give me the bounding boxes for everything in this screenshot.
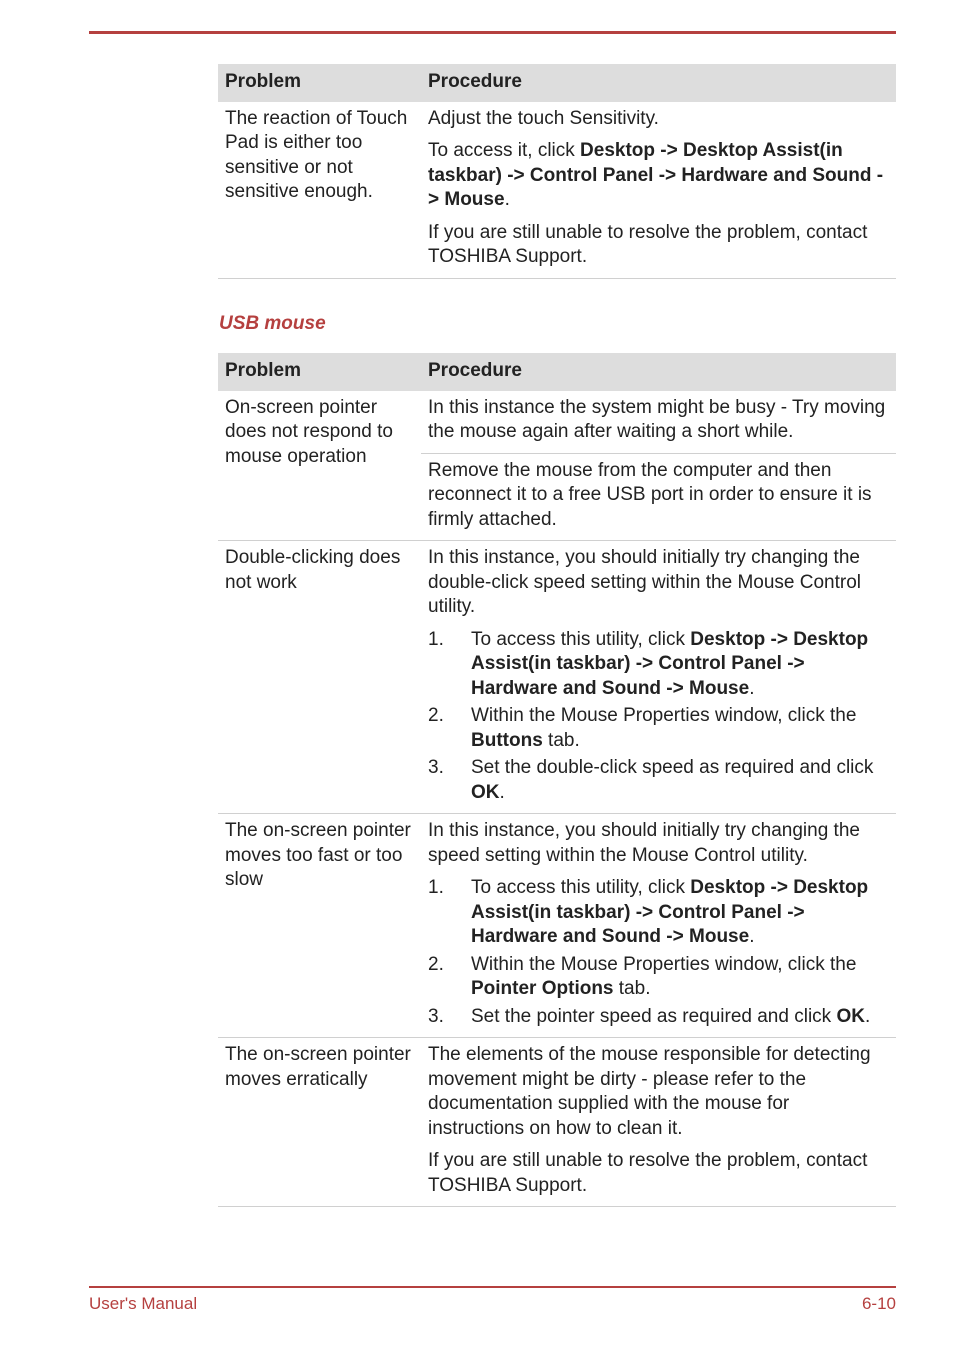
table-header-row [218,64,896,102]
column-header-procedure: Procedure [421,353,896,391]
footer-page-number: 6-10 [861,1294,896,1313]
list-item: 1. To access this utility, click Desktop -> Desktop Assist(in taskbar) -> Control Panel -> Hardware and Sound -> Mouse. [428,628,869,699]
list-item: 3. Set the pointer speed as required and click OK. [428,1005,871,1027]
footer-rule [89,1286,896,1288]
footer-manual-title: User's Manual [89,1294,198,1313]
steps-list [428,628,889,806]
table-row [218,814,896,1038]
column-header-procedure: Procedure [421,64,896,102]
table-header-row [218,353,896,391]
list-item: 2. Within the Mouse Properties window, click the Pointer Options tab. [428,953,857,999]
procedure-paragraph: Adjust the touch Sensitivity. [428,107,659,129]
procedure-paragraph: If you are still unable to resolve the problem, contact TOSHIBA Support. [428,221,868,267]
problem-cell: On-screen pointer does not respond to mouse operation [218,391,421,541]
list-item: 2. Within the Mouse Properties window, click the Buttons tab. [428,705,857,751]
problem-cell: The on-screen pointer moves too fast or too slow [218,814,421,1038]
procedure-paragraph: The elements of the mouse responsible for detecting movement might be dirty - please refer to the documentation supplied with the mouse for instructions on how to clean it. [428,1044,871,1139]
problem-cell: Double-clicking does not work [218,541,421,814]
table-row [218,541,896,814]
list-item: 1. To access this utility, click Desktop -> Desktop Assist(in taskbar) -> Control Panel -> Hardware and Sound -> Mouse. [428,877,869,947]
procedure-cell [421,1038,896,1207]
problem-cell: The on-screen pointer moves erratically [218,1038,421,1207]
procedure-cell [421,541,896,814]
touchpad-trouble-table [218,64,896,279]
usb-mouse-trouble-table [218,353,896,1207]
procedure-cell: Remove the mouse from the computer and then reconnect it to a free USB port in order to ensure it is firmly attached. [421,453,896,541]
procedure-paragraph: If you are still unable to resolve the problem, contact TOSHIBA Support. [428,1150,868,1196]
header-rule [89,31,896,34]
table-row [218,391,896,454]
menu-path: Desktop -> Desktop Assist(in taskbar) -> Control Panel -> Hardware and Sound -> Mouse [428,140,884,210]
column-header-problem: Problem [218,353,421,391]
procedure-paragraph: To access it, click Desktop -> Desktop Assist(in taskbar) -> Control Panel -> Hardware and Sound -> Mouse. [428,140,884,210]
list-item: 3. Set the double-click speed as required and click OK. [428,757,874,803]
procedure-paragraph: In this instance, you should initially try changing the double-click speed setting within the Mouse Control utility. [428,547,862,617]
section-heading: USB mouse [219,313,326,334]
procedure-cell [421,814,896,1038]
column-header-problem: Problem [218,64,421,102]
table-row [218,1038,896,1207]
procedure-cell [421,102,896,279]
problem-cell: The reaction of Touch Pad is either too sensitive or not sensitive enough. [218,102,421,279]
procedure-cell: In this instance the system might be busy - Try moving the mouse again after waiting a short while. [421,391,896,454]
steps-list [428,876,889,1029]
table-row [218,102,896,279]
procedure-paragraph: In this instance, you should initially try changing the speed setting within the Mouse Control utility. [428,820,860,866]
